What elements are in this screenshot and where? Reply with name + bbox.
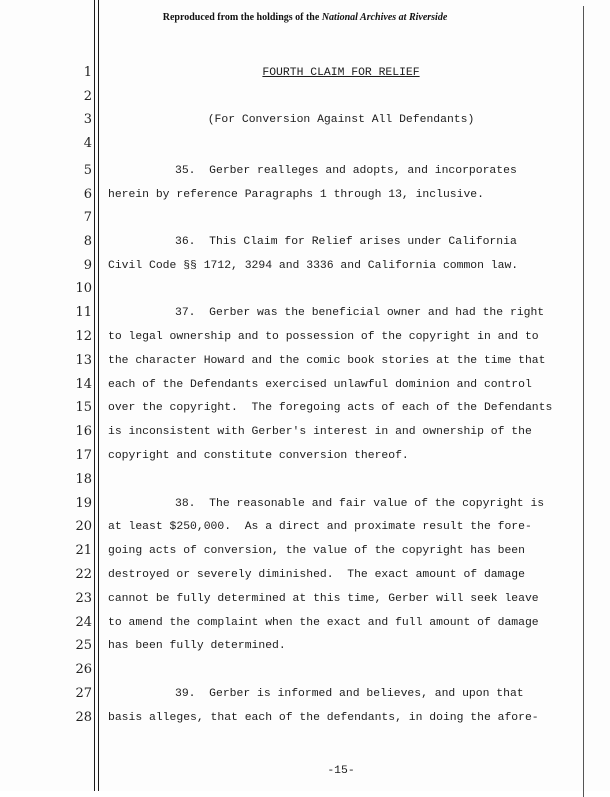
paragraph-39-line: 39. Gerber is informed and believes, and upon that — [175, 688, 524, 700]
paragraph-38-line: at least $250,000. As a direct and proximate result the fore- — [108, 521, 532, 533]
line-number: 5 — [83, 163, 92, 178]
line-number: 24 — [75, 615, 92, 630]
line-number: 20 — [75, 519, 92, 534]
line-number: 19 — [75, 496, 92, 511]
paragraph-35-line: 35. Gerber realleges and adopts, and incorporates — [175, 165, 517, 177]
line-number: 22 — [75, 567, 92, 582]
line-number: 10 — [75, 281, 92, 296]
page-number: -15- — [327, 765, 355, 777]
paragraph-38-line: to amend the complaint when the exact and full amount of damage — [108, 617, 539, 629]
line-number: 26 — [75, 662, 92, 677]
line-number: 27 — [75, 686, 92, 701]
paragraph-37-line: 37. Gerber was the beneficial owner and had the right — [175, 307, 545, 319]
paragraph-35-line: herein by reference Paragraphs 1 through 13, inclusive. — [108, 189, 484, 201]
paragraph-37-line: copyright and constitute conversion thereof. — [108, 450, 409, 462]
line-number: 15 — [75, 400, 92, 415]
paragraph-37-line: over the copyright. The foregoing acts of each of the Defendants — [108, 402, 553, 414]
line-number: 9 — [83, 258, 92, 273]
paragraph-36-line: 36. This Claim for Relief arises under California — [175, 236, 517, 248]
left-margin-rule — [94, 0, 95, 791]
claim-title — [99, 65, 583, 81]
claim-title-text: FOURTH CLAIM FOR RELIEF — [262, 67, 420, 79]
paragraph-37-line: to legal ownership and to possession of the copyright in and to — [108, 331, 539, 343]
paragraph-38-line: destroyed or severely diminished. The exact amount of damage — [108, 569, 525, 581]
line-number: 14 — [75, 377, 92, 392]
line-number: 17 — [75, 448, 92, 463]
paragraph-36-line: Civil Code §§ 1712, 3294 and 3336 and California common law. — [108, 260, 519, 272]
line-number: 13 — [75, 353, 92, 368]
line-number: 23 — [75, 591, 92, 606]
line-number: 12 — [75, 329, 92, 344]
line-number: 25 — [75, 638, 92, 653]
right-margin-rule — [583, 6, 584, 797]
line-number: 28 — [75, 710, 92, 725]
line-number: 21 — [75, 543, 92, 558]
line-number: 11 — [75, 305, 92, 320]
line-number: 2 — [83, 89, 92, 104]
paragraph-38-line: cannot be fully determined at this time, Gerber will seek leave — [108, 593, 539, 605]
archive-name: National Archives at Riverside — [321, 12, 448, 23]
paragraph-37-line: is inconsistent with Gerber's interest in and ownership of the — [108, 426, 532, 438]
paragraph-38-line: going acts of conversion, the value of the copyright has been — [108, 545, 525, 557]
paragraph-39-line: basis alleges, that each of the defendants, in doing the afore- — [108, 712, 539, 724]
line-number: 3 — [83, 112, 92, 127]
line-number: 4 — [83, 136, 92, 151]
paragraph-37-line: the character Howard and the comic book stories at the time that — [108, 355, 546, 367]
paragraph-38-line: 38. The reasonable and fair value of the copyright is — [175, 498, 545, 510]
archive-header-prefix: Reproduced from the holdings of the — [162, 12, 322, 23]
claim-subtitle: (For Conversion Against All Defendants) — [207, 114, 475, 126]
line-number: 7 — [83, 210, 92, 225]
line-number: 6 — [83, 187, 92, 202]
line-number: 18 — [75, 472, 92, 487]
paragraph-37-line: each of the Defendants exercised unlawful dominion and control — [108, 379, 532, 391]
line-number: 8 — [83, 234, 92, 249]
line-number: 1 — [83, 65, 92, 80]
line-number: 16 — [75, 424, 92, 439]
archive-header — [0, 12, 610, 23]
paragraph-38-line: has been fully determined. — [108, 640, 286, 652]
